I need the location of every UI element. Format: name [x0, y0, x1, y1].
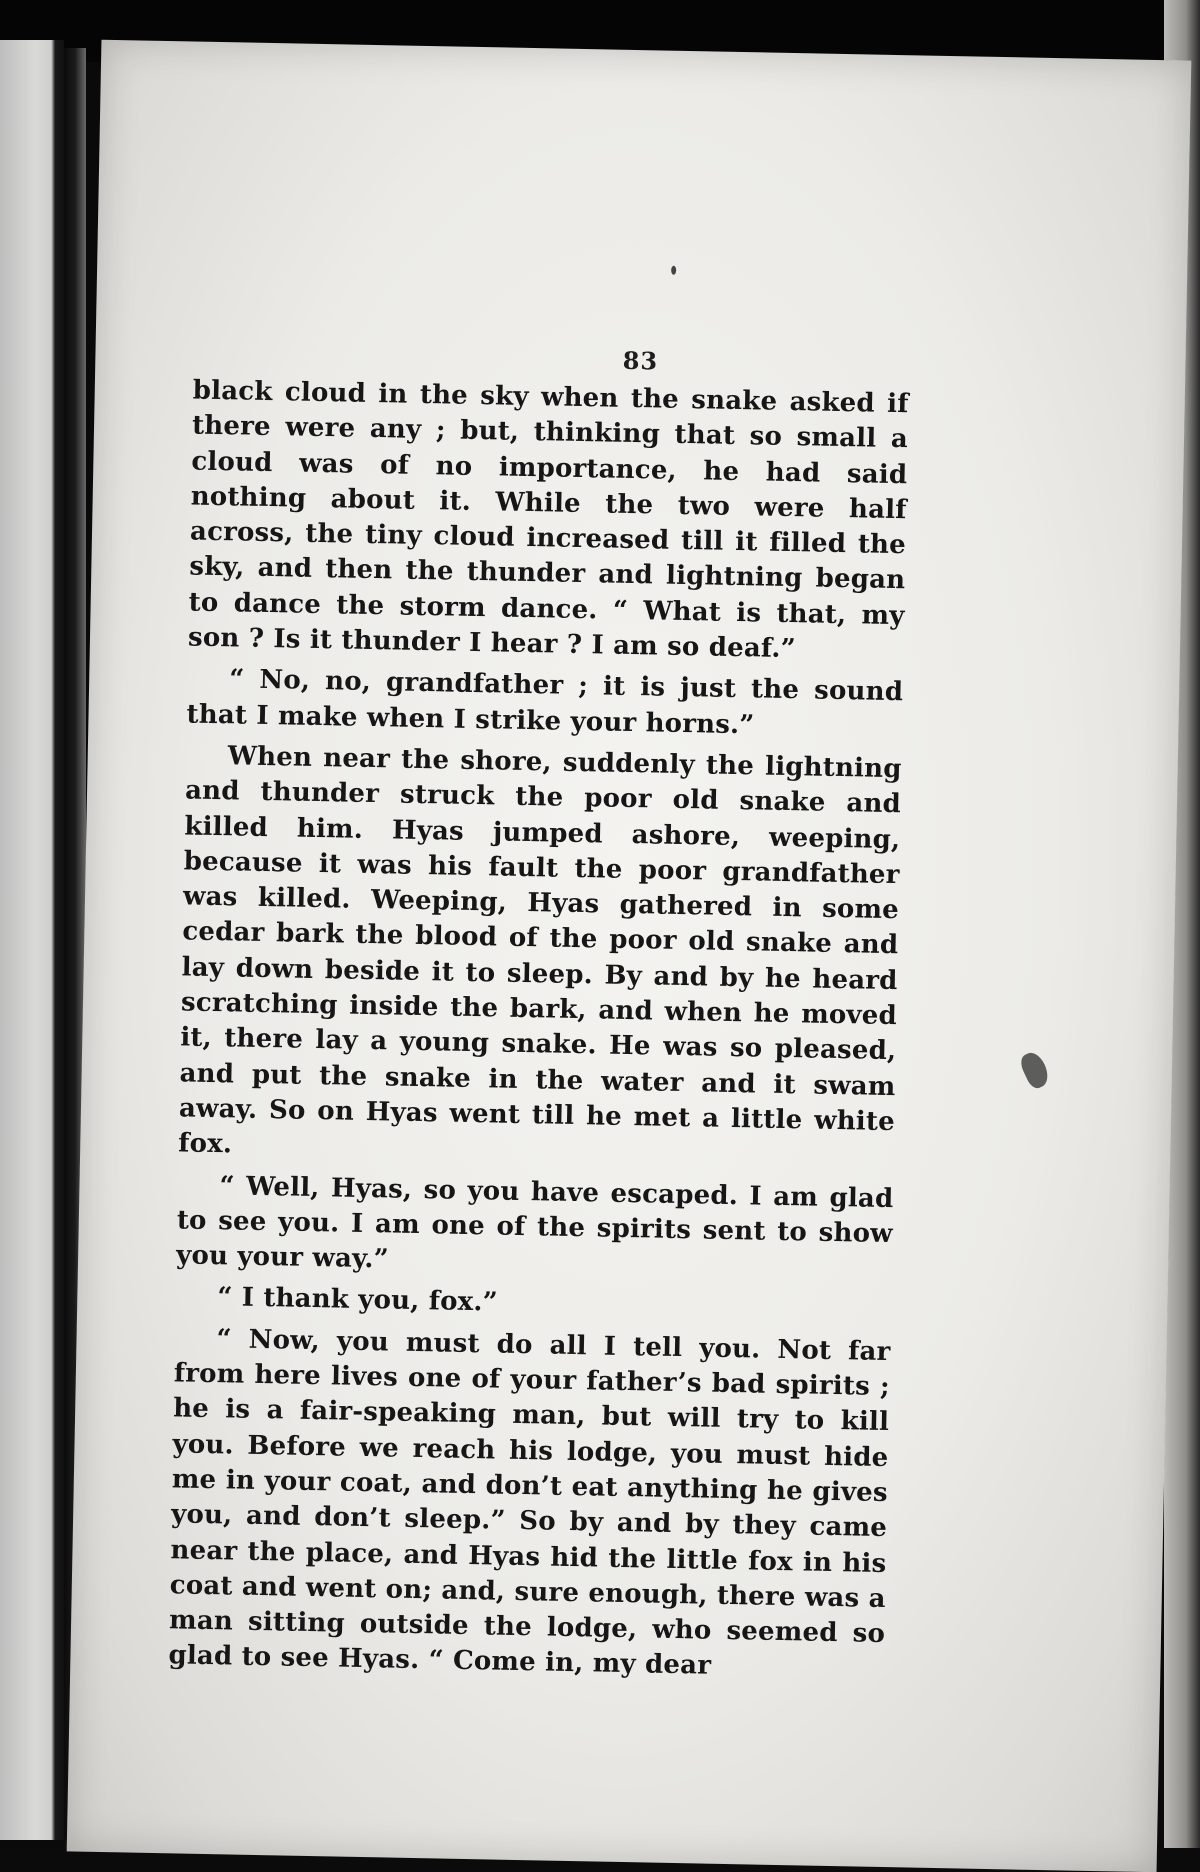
paragraph: When near the shore, suddenly the lightning and thunder struck the poor old snake and killed him. Hyas jumped ashore, weeping, because it was his fault the poor grandfather was killed. Weeping, Hyas gathered in some cedar bark the blood of the poor old snake and lay down beside it to sleep. By and by he heard scratching inside the bark, and when he moved it, there lay a young snake. He was so pleased, and put the snake in the water and it swam away. So on Hyas went till he met a little white fox.	[178, 741, 902, 1160]
paragraph: black cloud in the sky when the snake asked if there were any ; but, thinking that so small a cloud was of no importance, he had said nothing about it. While the two were half across, the tiny cloud increased till it filled the sky, and then the thunder and lightning began to dance the storm dance. “ What is that, my son ? Is it thunder I hear ? I am so deaf.”	[187, 375, 909, 665]
facing-page-edge	[0, 40, 64, 1840]
paragraph: “ I thank you, fox.”	[217, 1282, 499, 1318]
ink-speck	[671, 266, 676, 275]
book-page	[67, 40, 1192, 1872]
paragraph: “ Well, Hyas, so you have escaped. I am glad to see you. I am one of the spirits sent to show you your way.”	[175, 1170, 894, 1275]
paragraph: “ Now, you must do all I tell you. Not far from here lives one of your father’s bad spirits ; he is a fair-speaking man, but will try to kill you. Before we reach his lodge, you must hide me in your coat, and don’t eat anything he gives you, and don’t sleep.” So by and by they came near the place, and Hyas hid the little fox in his coat and went on; and, sure enough, there was a man sitting outside the lodge, who seemed so glad to see Hyas. “ Come in, my dear	[168, 1323, 891, 1682]
page-body-text	[168, 374, 909, 1694]
paragraph: “ No, no, grandfather ; it is just the sound that I make when I strike your horns.”	[186, 664, 904, 741]
page-number: 83	[622, 345, 659, 376]
